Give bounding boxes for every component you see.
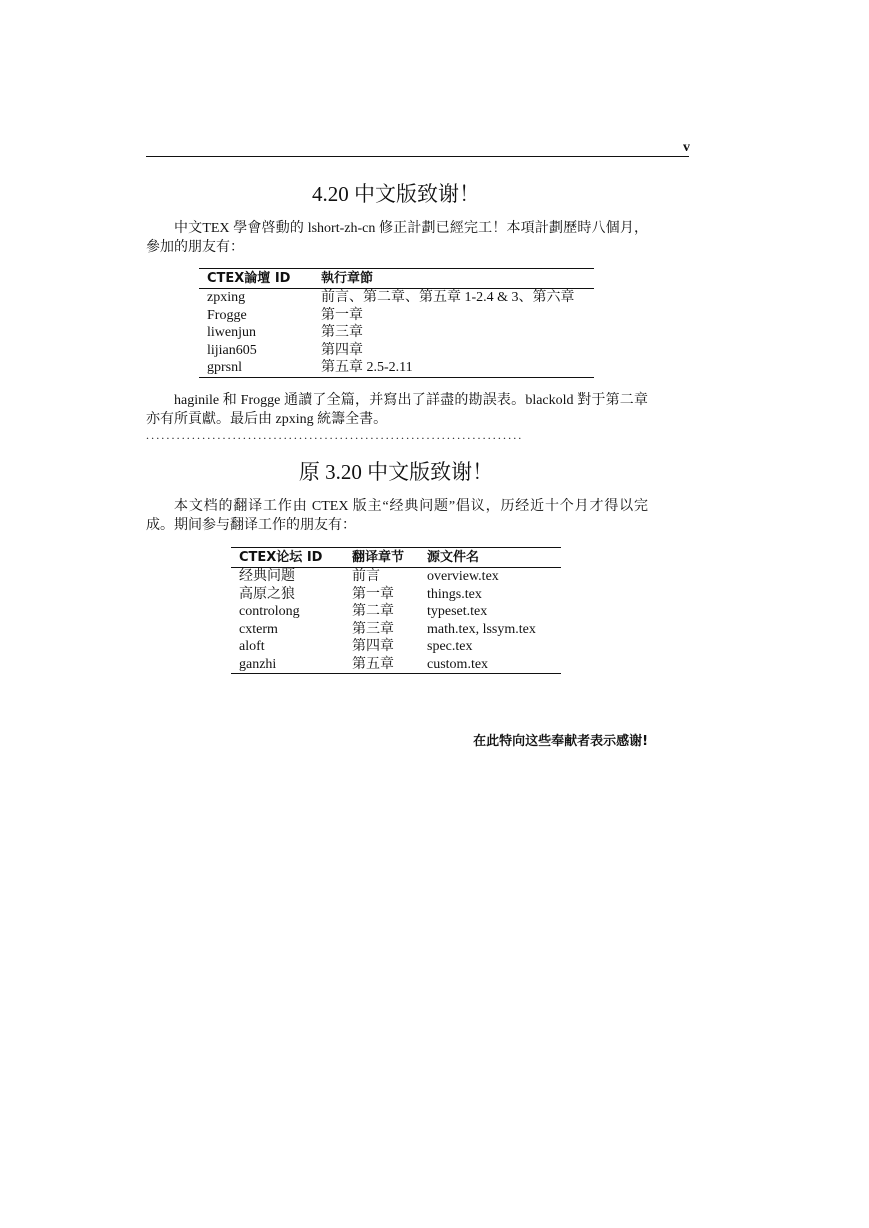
table-cell: 第四章 [321, 342, 363, 358]
section1-title: 4.20 中文版致谢！ [312, 182, 480, 206]
table-cell: spec.tex [427, 639, 473, 654]
table-cell: 第三章 [352, 621, 394, 637]
table-cell: controlong [239, 604, 300, 619]
table-cell: 第五章 2.5-2.11 [313, 359, 594, 377]
table-row [199, 289, 594, 307]
table-cell: 高原之狼 [239, 586, 295, 602]
table-row [199, 307, 594, 325]
table-cell: zpxing [207, 290, 246, 305]
column-header: 翻译章节 [344, 548, 419, 568]
table-cell: 第一章 [321, 307, 363, 323]
table-row [231, 603, 561, 621]
table-header-row [199, 269, 594, 289]
table-header-row [231, 548, 561, 568]
table-cell: 前言、第二章、第五章 1-2.4 & 3、第六章 [321, 290, 575, 305]
table-cell: overview.tex [427, 569, 499, 584]
section2-title: 原 3.20 中文版致谢！ [298, 460, 494, 484]
header-rule [146, 156, 689, 157]
table-cell: 第二章 [352, 604, 394, 619]
table-cell: cxterm [239, 621, 278, 637]
section2-intro: 本文档的翻译工作由 CTEX 版主“经典问题”倡议，历经近十个月才得以完成。期间参与翻译工作的朋友有： [146, 499, 648, 533]
table-cell: 经典问题 [239, 569, 295, 584]
table-row [231, 621, 561, 639]
section2-table [231, 547, 561, 674]
page-number: v [683, 140, 690, 155]
column-header: CTEX论坛 ID [231, 548, 344, 568]
table-cell: 第五章 [344, 656, 419, 674]
table-cell: ganzhi [231, 656, 344, 674]
table-row [199, 359, 594, 377]
table-row [199, 324, 594, 342]
table-cell: 前言 [352, 569, 380, 584]
column-header: CTEX論壇 ID [199, 269, 313, 289]
column-header: 執行章節 [313, 269, 594, 289]
section1-intro-text: 中文TEX 學會啓動的 lshort-zh-cn 修正計劃已經完工！本項計劃歷時八個月，參加的朋友有： [146, 221, 648, 255]
table-cell: typeset.tex [427, 604, 488, 619]
table-cell: things.tex [427, 586, 482, 602]
table-cell: liwenjun [207, 325, 256, 340]
table-row [231, 586, 561, 604]
section1-outro: haginile 和 Frogge 通讀了全篇，并寫出了詳盡的勘誤表。blackold 對于第二章亦有所貢獻。最后由 zpxing 統籌全書。 [146, 393, 648, 427]
table-cell: Frogge [207, 307, 247, 323]
table-row [231, 568, 561, 586]
dotted-separator: .......................................................................... [146, 428, 524, 442]
closing-thanks: 在此特向这些奉献者表示感谢! [473, 734, 648, 749]
table-row [231, 656, 561, 674]
table-row [199, 342, 594, 360]
table-cell: aloft [239, 639, 265, 654]
table-cell: lijian605 [207, 342, 257, 358]
table-cell: 第三章 [321, 325, 363, 340]
section1-table [199, 268, 594, 378]
section1-intro [146, 219, 648, 257]
table-cell: 第一章 [352, 586, 394, 602]
table-cell: custom.tex [419, 656, 561, 674]
table-row [231, 638, 561, 656]
table-cell: gprsnl [199, 359, 313, 377]
table-cell: math.tex, lssym.tex [427, 621, 536, 637]
column-header: 源文件名 [419, 548, 561, 568]
table-cell: 第四章 [352, 639, 394, 654]
